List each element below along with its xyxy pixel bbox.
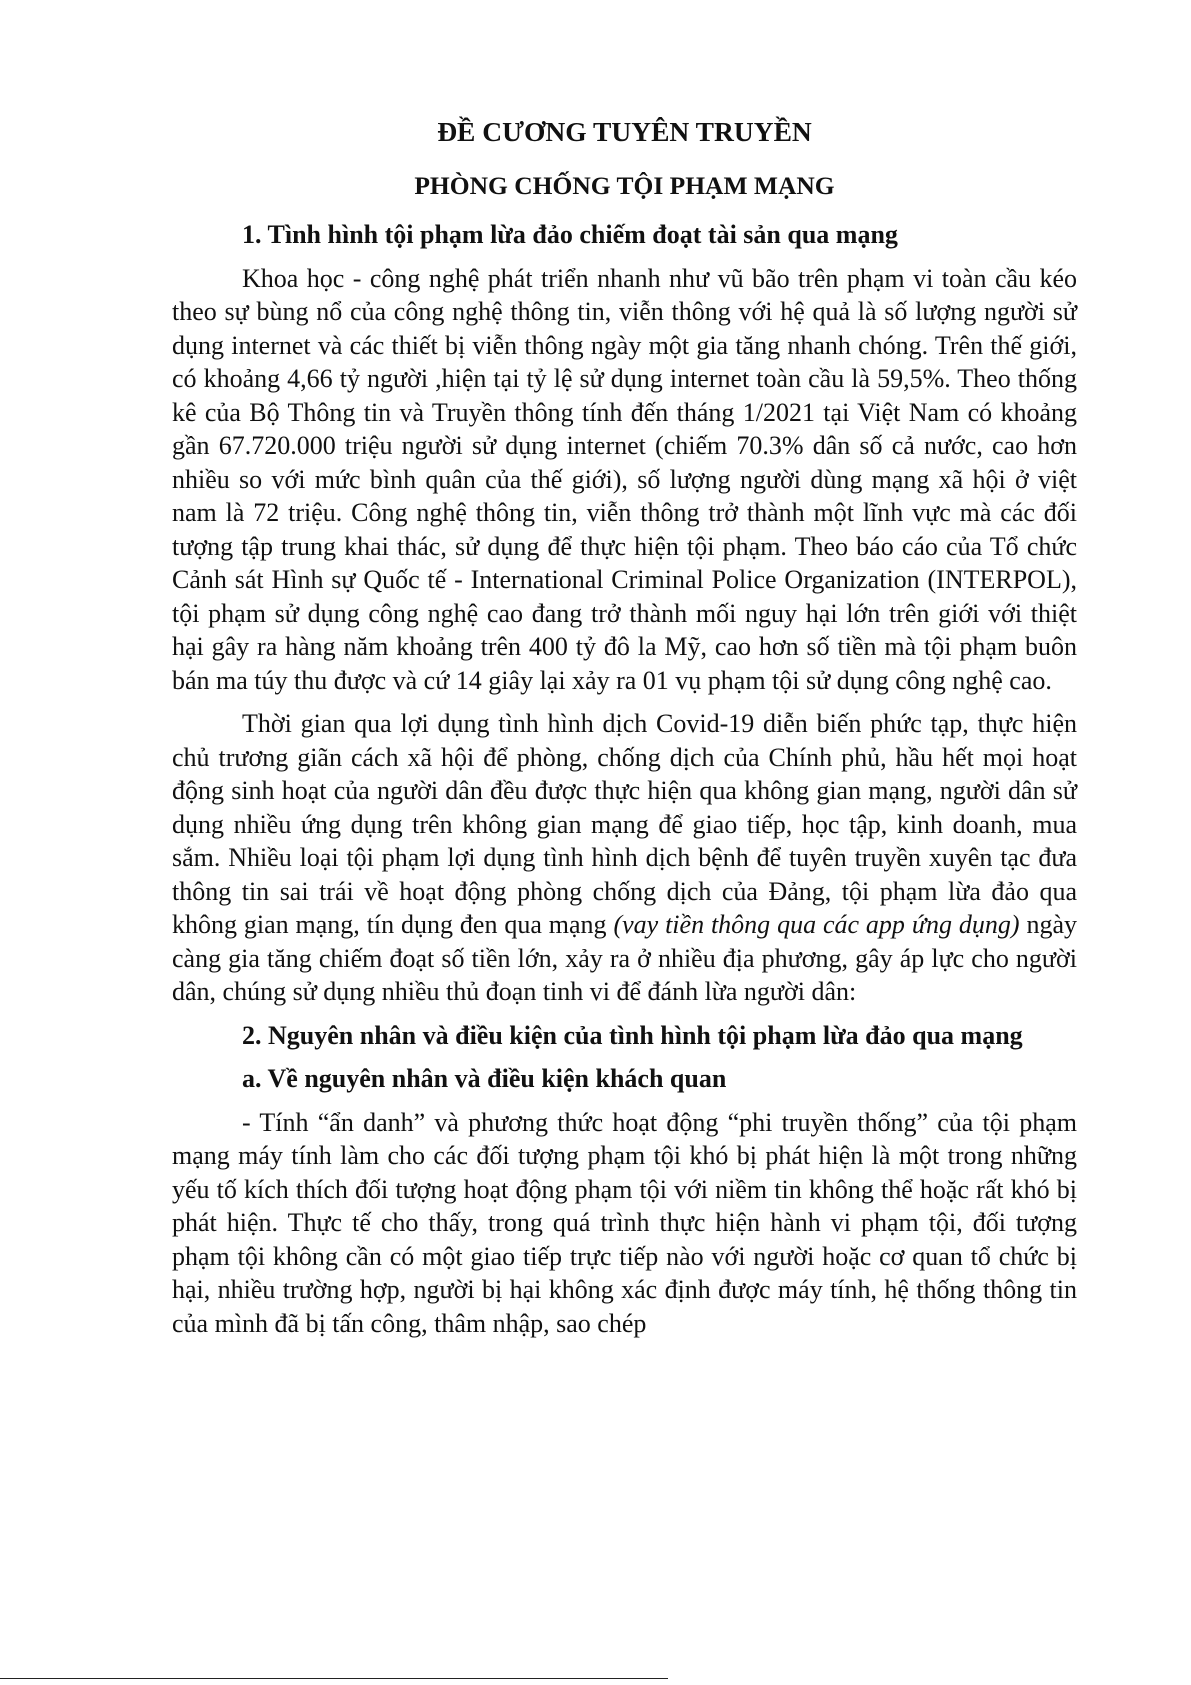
paragraph-2-italic-note: (vay tiền thông qua các app ứng dụng) xyxy=(613,910,1020,939)
section-1-paragraph-1: Khoa học - công nghệ phát triển nhanh như vũ bão trên phạm vi toàn cầu kéo theo sự bùng nổ của công nghệ thông tin, viễn thông với hệ quả là số lượng người sử dụng internet và các thiết bị viễn thông ngày một gia tăng nhanh chóng. Trên thế giới, có khoảng 4,66 tỷ người ,hiện tại tỷ lệ sử dụng internet toàn cầu là 59,5%. Theo thống kê của Bộ Thông tin và Truyền thông tính đến tháng 1/2021 tại Việt Nam có khoảng gần 67.720.000 triệu người sử dụng internet (chiếm 70.3% dân số cả nước, cao hơn nhiều so với mức bình quân của thế giới), số lượng người dùng mạng xã hội ở việt nam là 72 triệu. Công nghệ thông tin, viễn thông trở thành một lĩnh vực mà các đối tượng tập trung khai thác, sử dụng để thực hiện tội phạm. Theo báo cáo của Tổ chức Cảnh sát Hình sự Quốc tế - International Criminal Police Organization (INTERPOL), tội phạm sử dụng công nghệ cao đang trở thành mối nguy hại lớn trên giới với thiệt hại gây ra hàng năm khoảng trên 400 tỷ đô la Mỹ, cao hơn số tiền mà tội phạm buôn bán ma túy thu được và cứ 14 giây lại xảy ra 01 vụ phạm tội sử dụng công nghệ cao. xyxy=(172,263,1077,695)
document-subtitle: PHÒNG CHỐNG TỘI PHẠM MẠNG xyxy=(414,171,835,200)
section-1-paragraph-2 xyxy=(172,707,1077,1009)
section-1-heading: 1. Tình hình tội phạm lừa đảo chiếm đoạt tài sản qua mạng xyxy=(242,220,898,249)
section-2a-subheading: a. Về nguyên nhân và điều kiện khách quan xyxy=(242,1064,727,1093)
paragraph-2-text-a: Thời gian qua lợi dụng tình hình dịch Covid-19 diễn biến phức tạp, thực hiện chủ trương giãn cách xã hội để phòng, chống dịch của Chính phủ, hầu hết mọi hoạt động sinh hoạt của người dân đều được thực hiện qua không gian mạng, người dân sử dụng nhiều ứng dụng trên không gian mạng để giao tiếp, học tập, kinh doanh, mua sắm. Nhiều loại tội phạm lợi dụng tình hình dịch bệnh để tuyên truyền xuyên tạc đưa thông tin sai trái về hoạt động phòng chống dịch của Đảng, tội phạm lừa đảo qua không gian mạng, tín dụng đen qua mạng xyxy=(172,709,1077,939)
document-page xyxy=(172,110,1077,1340)
paragraph-2-text-b: ngày càng gia tăng chiếm đoạt số tiền lớn, xảy ra ở nhiều địa phương, gây áp lực cho người dân, chúng sử dụng nhiều thủ đoạn tinh vi để đánh lừa người dân: xyxy=(172,910,1077,1006)
footnote-separator-line xyxy=(0,1678,668,1679)
section-2-heading: 2. Nguyên nhân và điều kiện của tình hình tội phạm lừa đảo qua mạng xyxy=(242,1020,1023,1050)
section-2a-paragraph-1: - Tính “ẩn danh” và phương thức hoạt động “phi truyền thống” của tội phạm mạng máy tính làm cho các đối tượng phạm tội khó bị phát hiện là một trong những yếu tố kích thích đối tượng hoạt động phạm tội với niềm tin không thể hoặc rất khó bị phát hiện. Thực tế cho thấy, trong quá trình thực hiện hành vi phạm tội, đối tượng phạm tội không cần có một giao tiếp trực tiếp nào với người hoặc cơ quan tổ chức bị hại, nhiều trường hợp, người bị hại không xác định được máy tính, hệ thống thông tin của mình đã bị tấn công, thâm nhập, sao chép xyxy=(172,1107,1077,1338)
document-title: ĐỀ CƯƠNG TUYÊN TRUYỀN xyxy=(437,116,812,147)
